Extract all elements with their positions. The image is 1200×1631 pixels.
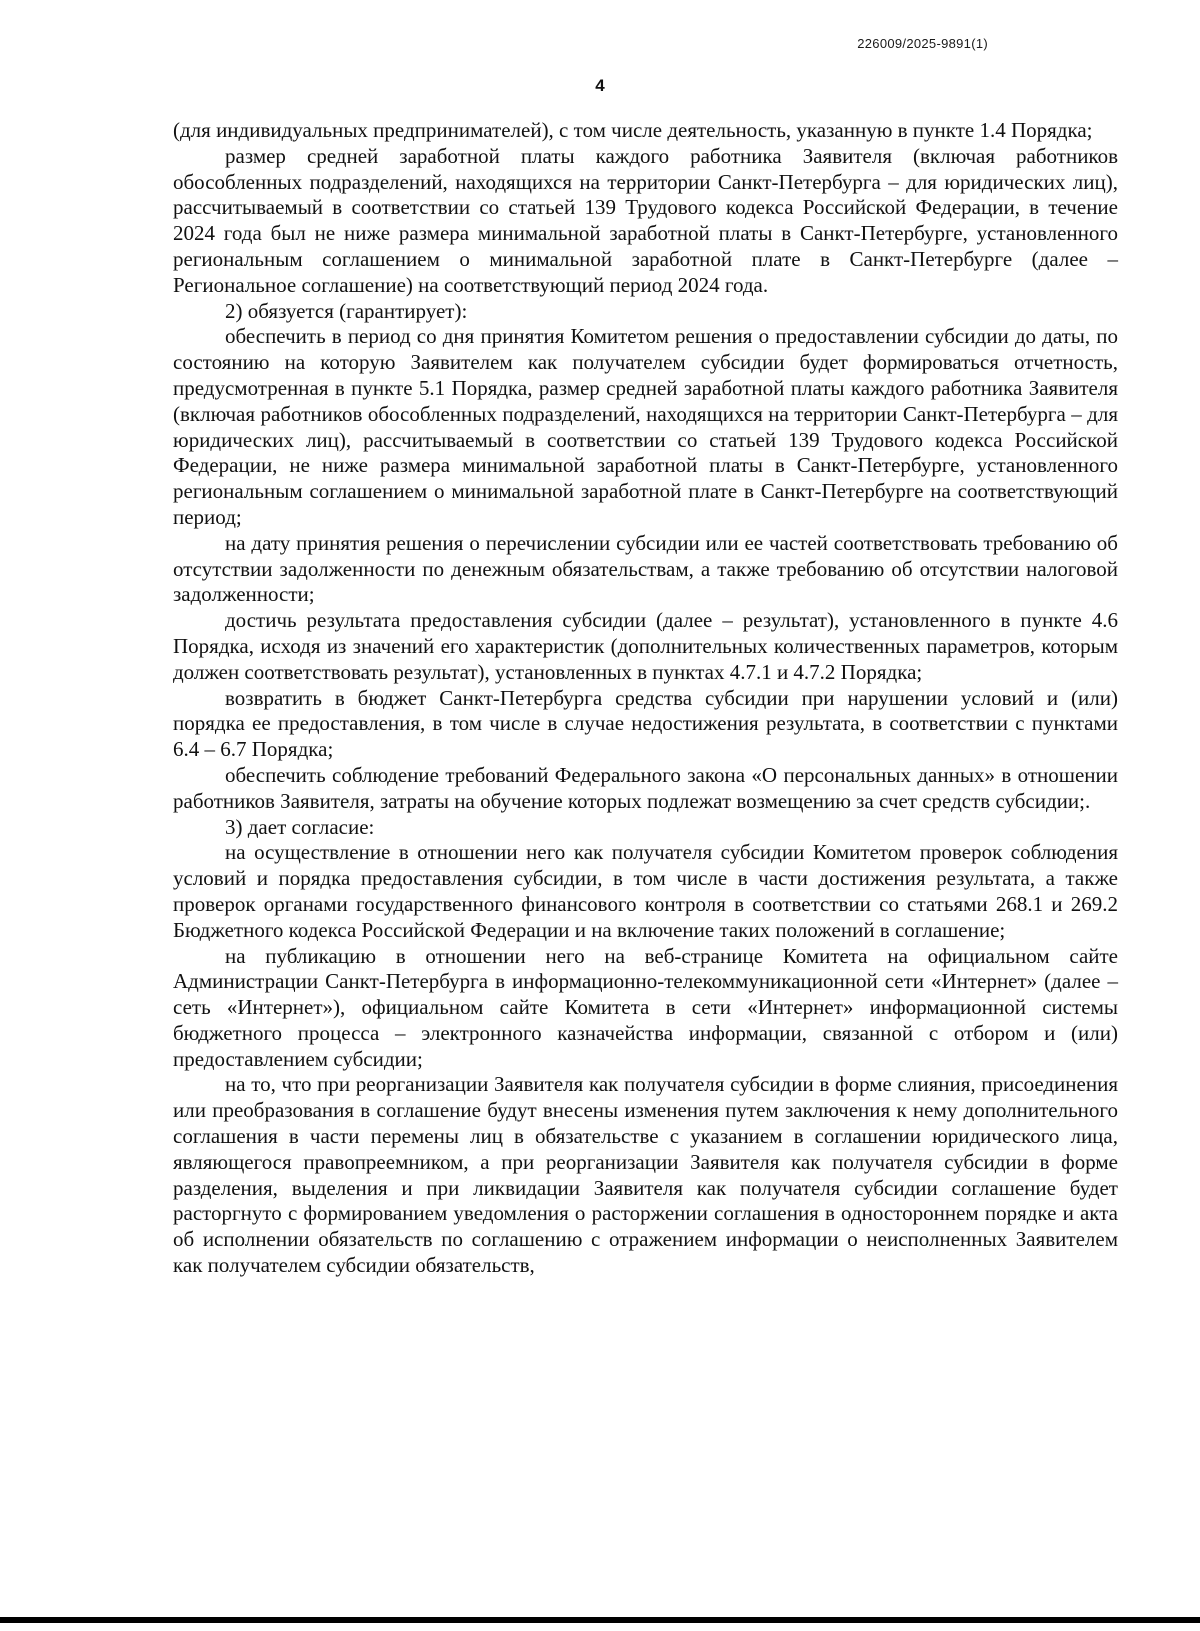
document-registration-number: 226009/2025-9891(1)	[857, 36, 988, 51]
document-body	[173, 118, 1118, 1279]
paragraph: на дату принятия решения о перечислении субсидии или ее частей соответствовать требованию об отсутствии задолженности по денежным обязательствам, а также требованию об отсутствии налоговой задолженности;	[173, 530, 1118, 607]
paragraph: достичь результата предоставления субсидии (далее – результат), установленного в пункте 4.6 Порядка, исходя из значений его характеристик (дополнительных количественных параметров, которым должен соответствовать результат), установленных в пунктах 4.7.1 и 4.7.2 Порядка;	[173, 608, 1118, 684]
paragraph: (для индивидуальных предпринимателей), с том числе деятельность, указанную в пункте 1.4 Порядка;	[173, 118, 1093, 142]
paragraph: 3) дает согласие:	[225, 814, 375, 839]
page-number: 4	[595, 76, 605, 95]
paragraph: на публикацию в отношении него на веб-странице Комитета на официальном сайте Администрации Санкт-Петербурга в информационно-телекоммуникационной сети «Интернет» (далее – сеть «Интернет»), официальном сайте Комитета в сети «Интернет» информационной системы бюджетного процесса – электронного казначейства информации, связанной с отбором и (или) предоставлением субсидии;	[173, 943, 1118, 1071]
paragraph: возвратить в бюджет Санкт-Петербурга средства субсидии при нарушении условий и (или) порядка ее предоставления, в том числе в случае недостижения результата, в соответствии с пунктами 6.4 – 6.7 Порядка;	[173, 685, 1118, 762]
scan-bottom-edge	[0, 1617, 1200, 1623]
paragraph: обеспечить соблюдение требований Федерального закона «О персональных данных» в отношении работников Заявителя, затраты на обучение которых подлежат возмещению за счет средств субсидии;.	[173, 762, 1118, 813]
paragraph: 2) обязуется (гарантирует):	[225, 298, 468, 323]
paragraph: на осуществление в отношении него как получателя субсидии Комитетом проверок соблюдения условий и порядка предоставления субсидии, в том числе в части достижения результата, а также проверок органами государственного финансового контроля в соответствии со статьями 268.1 и 269.2 Бюджетного кодекса Российской Федерации и на включение таких положений в соглашение;	[173, 840, 1118, 942]
paragraph: на то, что при реорганизации Заявителя как получателя субсидии в форме слияния, присоединения или преобразования в соглашение будут внесены изменения путем заключения к нему дополнительного соглашения в части перемены лиц в обязательстве с указанием в соглашении юридического лица, являющегося правопреемником, а при реорганизации Заявителя как получателя субсидии в форме разделения, выделения и при ликвидации Заявителя как получателя субсидии соглашение будет расторгнуто с формированием уведомления о расторжении соглашения в одностороннем порядке и акта об исполнении обязательств по соглашению с отражением информации о неисполненных Заявителем как получателем субсидии обязательств,	[173, 1072, 1118, 1278]
paragraph: обеспечить в период со дня принятия Комитетом решения о предоставлении субсидии до даты, по состоянию на которую Заявителем как получателем субсидии будет формироваться отчетность, предусмотренная в пункте 5.1 Порядка, размер средней заработной платы каждого работника Заявителя (включая работников обособленных подразделений, находящихся на территории Санкт-Петербурга – для юридических лиц), рассчитываемый в соответствии со статьей 139 Трудового кодекса Российской Федерации, не ниже размера минимальной заработной платы в Санкт-Петербурге, установленного региональным соглашением о минимальной заработной плате в Санкт-Петербурге на соответствующий период;	[173, 324, 1118, 529]
paragraph: размер средней заработной платы каждого работника Заявителя (включая работников обособленных подразделений, находящихся на территории Санкт-Петербурга – для юридических лиц), рассчитываемый в соответствии со статьей 139 Трудового кодекса Российской Федерации, в течение 2024 года был не ниже размера минимальной заработной платы в Санкт-Петербурге, установленного региональным соглашением о минимальной заработной плате в Санкт-Петербурге (далее – Региональное соглашение) на соответствующий период 2024 года.	[173, 143, 1118, 297]
